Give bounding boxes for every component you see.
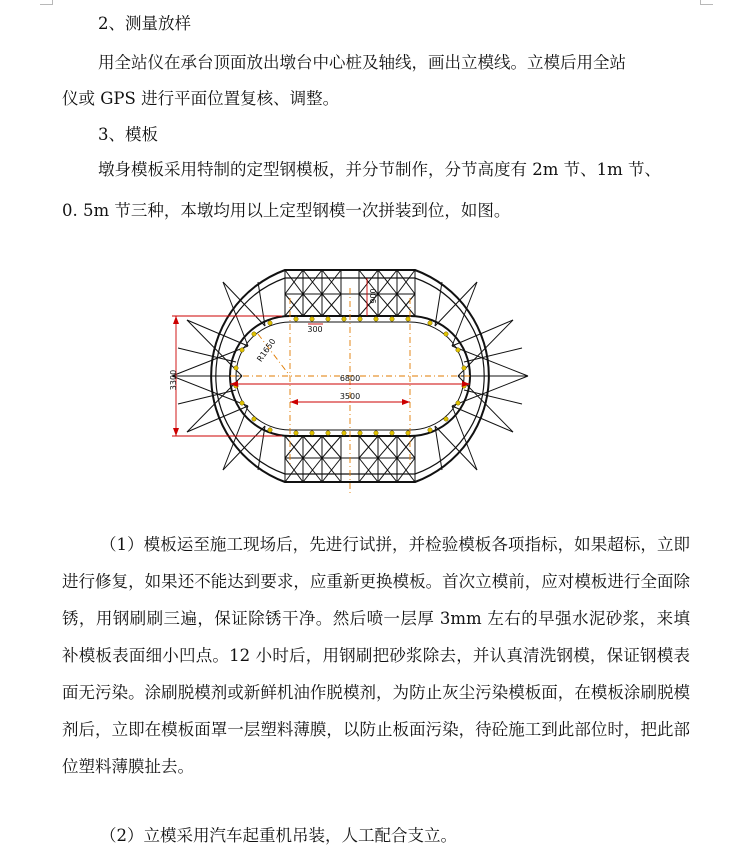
page-corner-mark-left — [40, 0, 53, 5]
right-end-radial-truss — [435, 282, 528, 470]
dim-label-inner-length: 3500 — [339, 392, 361, 401]
section-2-heading: 2、测量放样 — [98, 14, 191, 33]
paragraph-2: （2）立模采用汽车起重机吊装，人工配合支立。 — [100, 826, 457, 845]
section-2-text-line-2: 仪或 GPS 进行平面位置复核、调整。 — [62, 89, 340, 108]
section-2-text-line-1: 用全站仪在承台顶面放出墩台中心桩及轴线，画出立模线。立模后用全站 — [98, 53, 626, 72]
dim-label-height: 3300 — [169, 369, 178, 391]
formwork-plan-drawing — [160, 258, 540, 498]
left-end-radial-truss — [172, 282, 265, 470]
dim-label-top-offset: 900 — [369, 288, 378, 304]
dim-label-total-length: 6800 — [339, 374, 361, 383]
section-3-text-line-2: 0. 5m 节三种，本墩均用以上定型钢模一次拼装到位，如图。 — [62, 201, 511, 220]
section-3-text-line-1: 墩身模板采用特制的定型钢模板，并分节制作，分节高度有 2m 节、1m 节、 — [98, 160, 662, 179]
paragraph-1: （1）模板运至施工现场后，先进行试拼，并检验模板各项指标，如果超标，立即进行修复，如果还不能达到要求，应重新更换模板。首次立模前，应对模板进行全面除锈，用钢刷刷三遍，保证除锈干净。然后喷一层厚 3mm 左右的早强水泥砂浆，来填补模板表面细小凹点。12 小时后，用钢刷把砂浆除去，并认真清洗钢模，保证钢模表面无污染。涂刷脱模剂或新鲜机油作脱模剂，为防止灰尘污染模板面，在模板涂刷脱模剂后，立即在模板面罩一层塑料薄膜，以防止板面污染，待砼施工到此部位时，把此部位塑料薄膜扯去。 — [62, 535, 690, 776]
center-axis-lines — [230, 288, 470, 494]
formwork-drawing-svg — [160, 258, 540, 498]
section-3-heading: 3、模板 — [98, 125, 158, 144]
dim-label-top-gap: 300 — [307, 325, 323, 334]
dim-label-radius: R1650 — [255, 337, 278, 364]
page-corner-mark-right — [700, 0, 713, 5]
